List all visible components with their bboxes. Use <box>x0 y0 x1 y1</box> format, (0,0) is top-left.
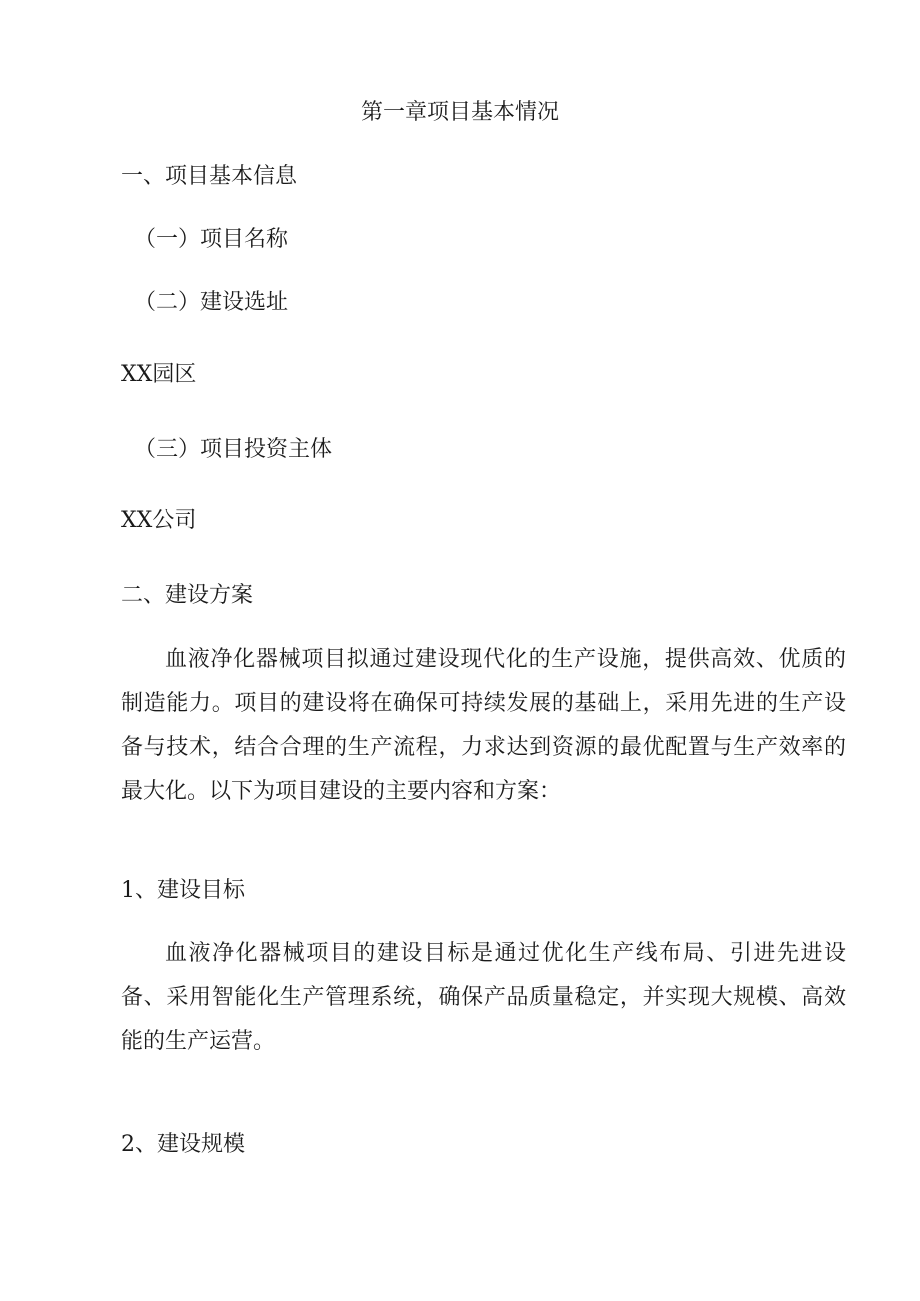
section-heading-basic-info: 一、项目基本信息 <box>121 164 298 189</box>
item-heading-scale: 2、建设规模 <box>121 1132 245 1157</box>
subsection-heading-project-name: （一）项目名称 <box>134 227 289 252</box>
investor-value: XX公司 <box>121 508 197 533</box>
construction-plan-paragraph: 血液净化器械项目拟通过建设现代化的生产设施，提供高效、优质的制造能力。项目的建设将在确保可持续发展的基础上，采用先进的生产设备与技术，结合合理的生产流程，力求达到资源的最优配置与生产效率的最大化。以下为项目建设的主要内容和方案： <box>121 647 846 804</box>
goal-paragraph: 血液净化器械项目的建设目标是通过优化生产线布局、引进先进设备、采用智能化生产管理系统，确保产品质量稳定，并实现大规模、高效能的生产运营。 <box>121 941 846 1054</box>
site-value: XX园区 <box>121 362 197 387</box>
section-heading-construction-plan: 二、建设方案 <box>121 583 254 608</box>
chapter-title: 第一章项目基本情况 <box>360 100 559 125</box>
subsection-heading-site: （二）建设选址 <box>134 290 289 315</box>
subsection-heading-investor: （三）项目投资主体 <box>134 437 333 462</box>
item-heading-goal: 1、建设目标 <box>121 878 245 903</box>
